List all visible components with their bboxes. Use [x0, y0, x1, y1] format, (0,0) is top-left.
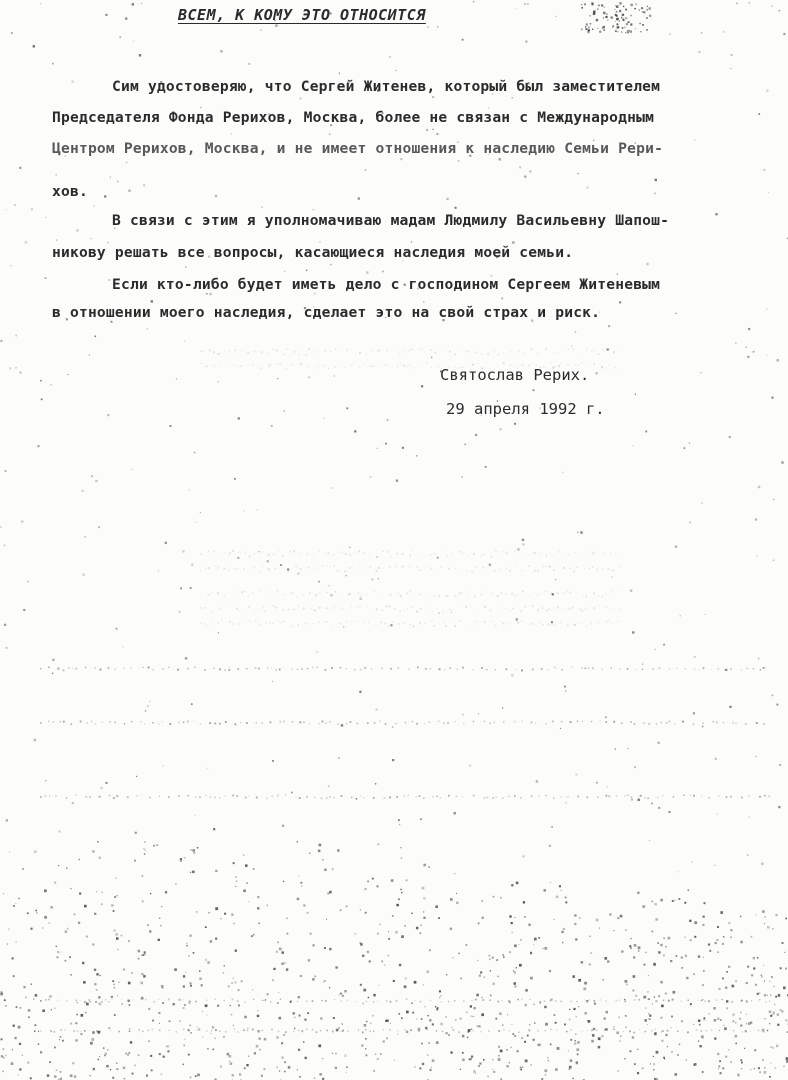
document-title: ВСЕМ, К КОМУ ЭТО ОТНОСИТСЯ	[178, 6, 426, 24]
paragraph-1-line-3: Центром Рерихов, Москва, и не имеет отношения к наследию Семьи Рери-	[52, 140, 664, 157]
paragraph-2-line-2: никову решать все вопросы, касающиеся наследия моей семьи.	[52, 244, 574, 261]
signature-name: Святослав Рерих.	[440, 366, 590, 384]
paragraph-1-line-1: Сим удостоверяю, что Сергей Житенев, который был заместителем	[112, 78, 661, 95]
signature-date: 29 апреля 1992 г.	[446, 400, 605, 418]
paragraph-2-line-1: В связи с этим я уполномачиваю мадам Людмилу Васильевну Шапош-	[112, 212, 670, 229]
paragraph-3-line-2: в отношении моего наследия, сделает это на свой страх и риск.	[52, 304, 601, 321]
paragraph-3-line-1: Если кто-либо будет иметь дело с господином Сергеем Житеневым	[112, 276, 661, 293]
paragraph-1-line-4: хов.	[52, 183, 88, 200]
paragraph-1-line-2: Председателя Фонда Рерихов, Москва, более не связан с Международным	[52, 109, 655, 126]
